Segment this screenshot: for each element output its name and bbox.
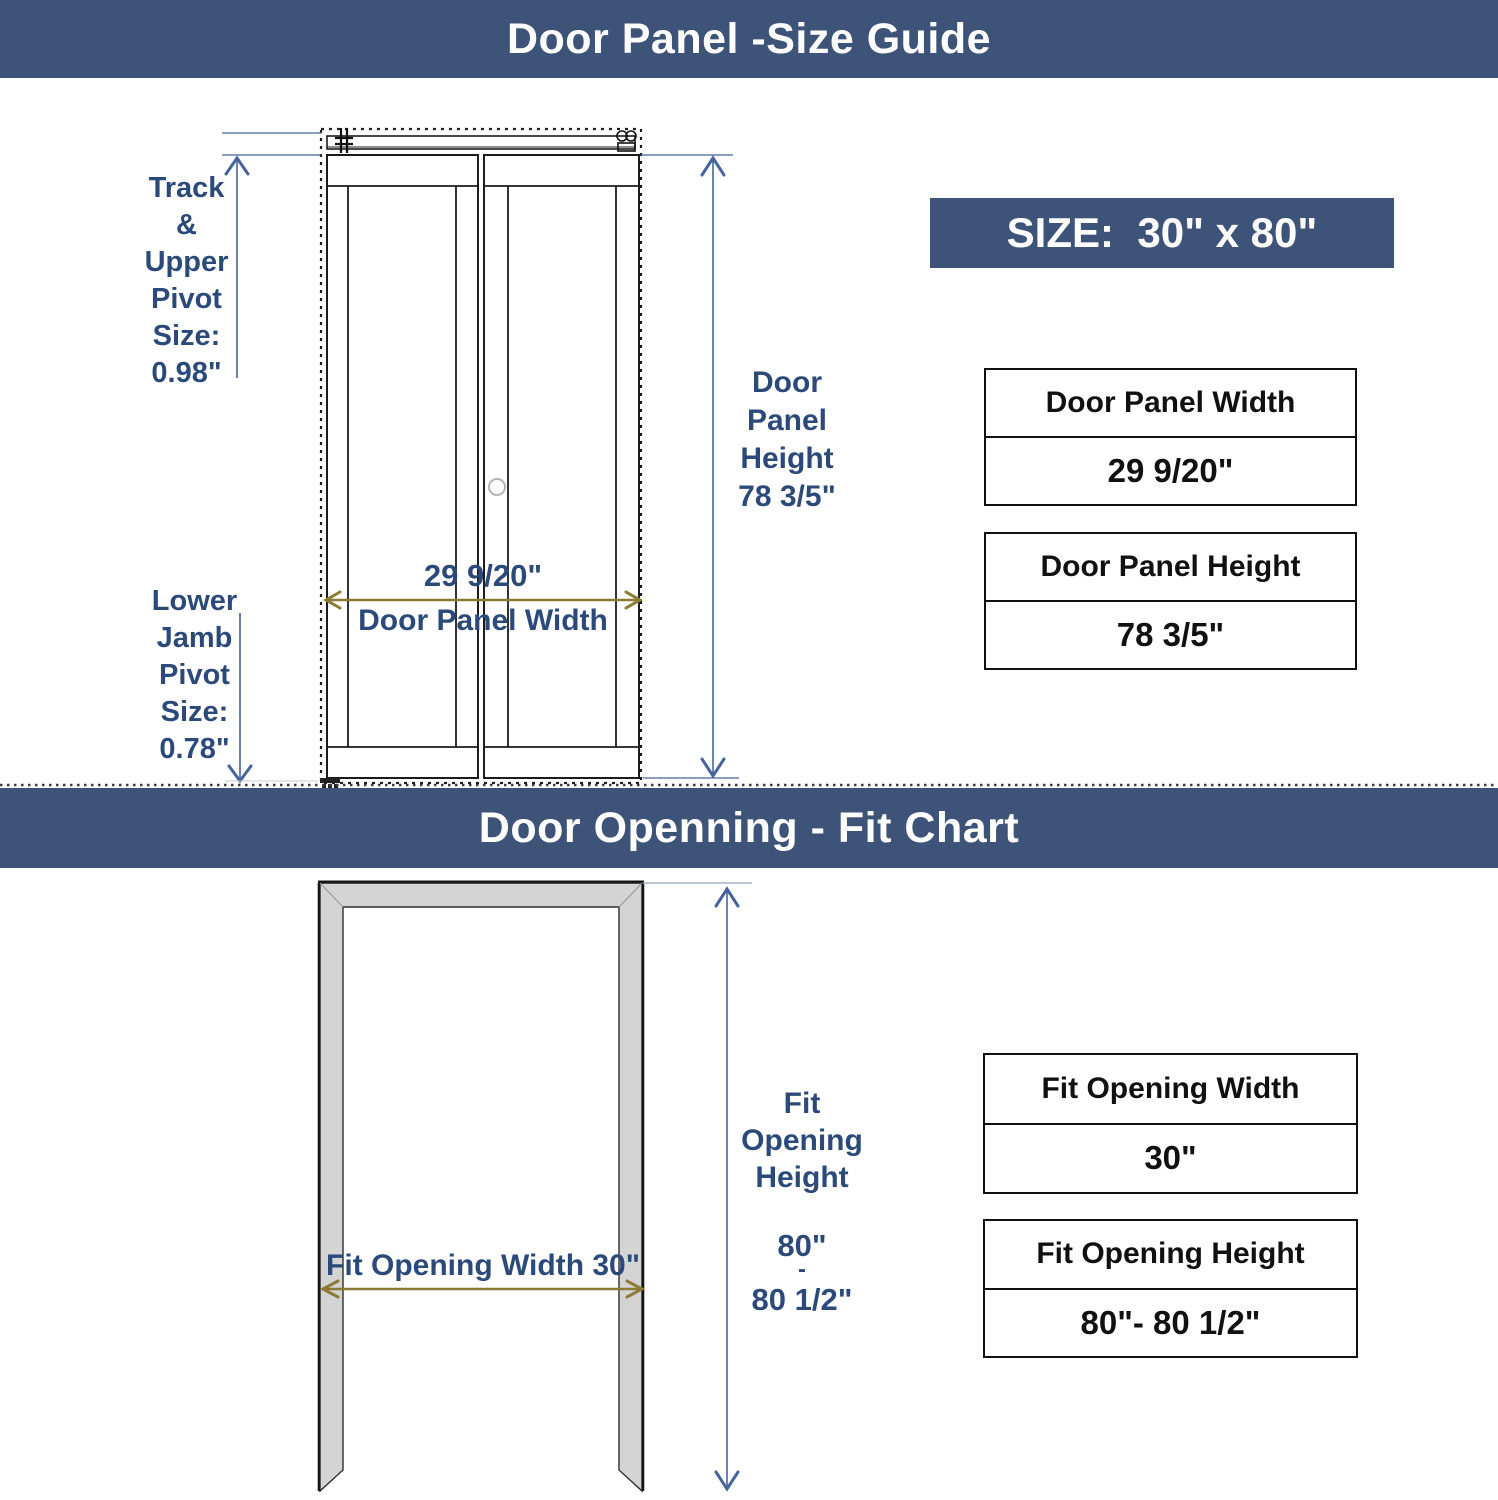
table-header: Fit Opening Width — [985, 1055, 1356, 1125]
label-line: & — [176, 209, 197, 241]
label-line: Size: — [160, 696, 229, 728]
lower-jamb-pivot-label — [112, 583, 277, 768]
table-value: 80"- 80 1/2" — [1080, 1303, 1261, 1341]
label-line: Fit — [783, 1087, 821, 1120]
fit-height-table — [983, 1219, 1358, 1358]
fit-height-range-dash: - — [798, 1256, 806, 1283]
track-upper-pivot-label — [104, 170, 269, 392]
label-line: Height — [755, 1161, 849, 1194]
label-line: Height — [740, 442, 834, 475]
label-line: Jamb — [156, 622, 233, 654]
section2-title: Door Openning - Fit Chart — [478, 803, 1020, 852]
lower-pivot-hardware-icon — [320, 778, 340, 788]
label-line: 0.98" — [151, 357, 222, 389]
fit-opening-width-label: Fit Opening Width 30" — [326, 1249, 640, 1282]
label-line: Door — [752, 366, 822, 399]
size-badge: SIZE: 30" x 80" — [930, 198, 1394, 268]
fit-width-arrow — [323, 1281, 642, 1297]
label-line: Pivot — [151, 283, 222, 315]
panel-width-label: Door Panel Width — [358, 604, 608, 637]
panel-height-table — [984, 532, 1357, 670]
section1-title-banner — [0, 0, 1498, 78]
table-header: Door Panel Height — [986, 534, 1355, 602]
fit-height-range-min: 80" — [777, 1228, 827, 1263]
label-line: Track — [148, 172, 225, 204]
fit-height-range-max: 80 1/2" — [751, 1282, 853, 1317]
label-line: Pivot — [159, 659, 230, 691]
label-line: Panel — [746, 404, 828, 437]
label-line: Lower — [151, 585, 238, 617]
table-value: 30" — [1144, 1139, 1197, 1177]
section1-title: Door Panel -Size Guide — [506, 14, 992, 63]
panel-width-value: 29 9/20" — [423, 558, 543, 593]
opening-frame — [320, 883, 642, 1491]
table-header: Door Panel Width — [986, 370, 1355, 438]
panel-width-table — [984, 368, 1357, 506]
opening-frame-outline — [318, 882, 644, 1491]
fit-opening-height-label — [722, 1085, 882, 1196]
fit-width-table — [983, 1053, 1358, 1194]
section2-title-banner — [0, 788, 1498, 868]
label-line: Upper — [144, 246, 229, 278]
label-line: 78 3/5" — [738, 480, 836, 513]
label-line: Opening — [741, 1124, 863, 1157]
dimension-lines-top — [222, 133, 739, 781]
table-header: Fit Opening Height — [985, 1221, 1356, 1290]
table-value: 29 9/20" — [1107, 452, 1234, 489]
table-value: 78 3/5" — [1116, 616, 1225, 653]
label-line: Size: — [152, 320, 221, 352]
label-line: 0.78" — [159, 733, 230, 765]
panel-height-label — [722, 364, 852, 516]
